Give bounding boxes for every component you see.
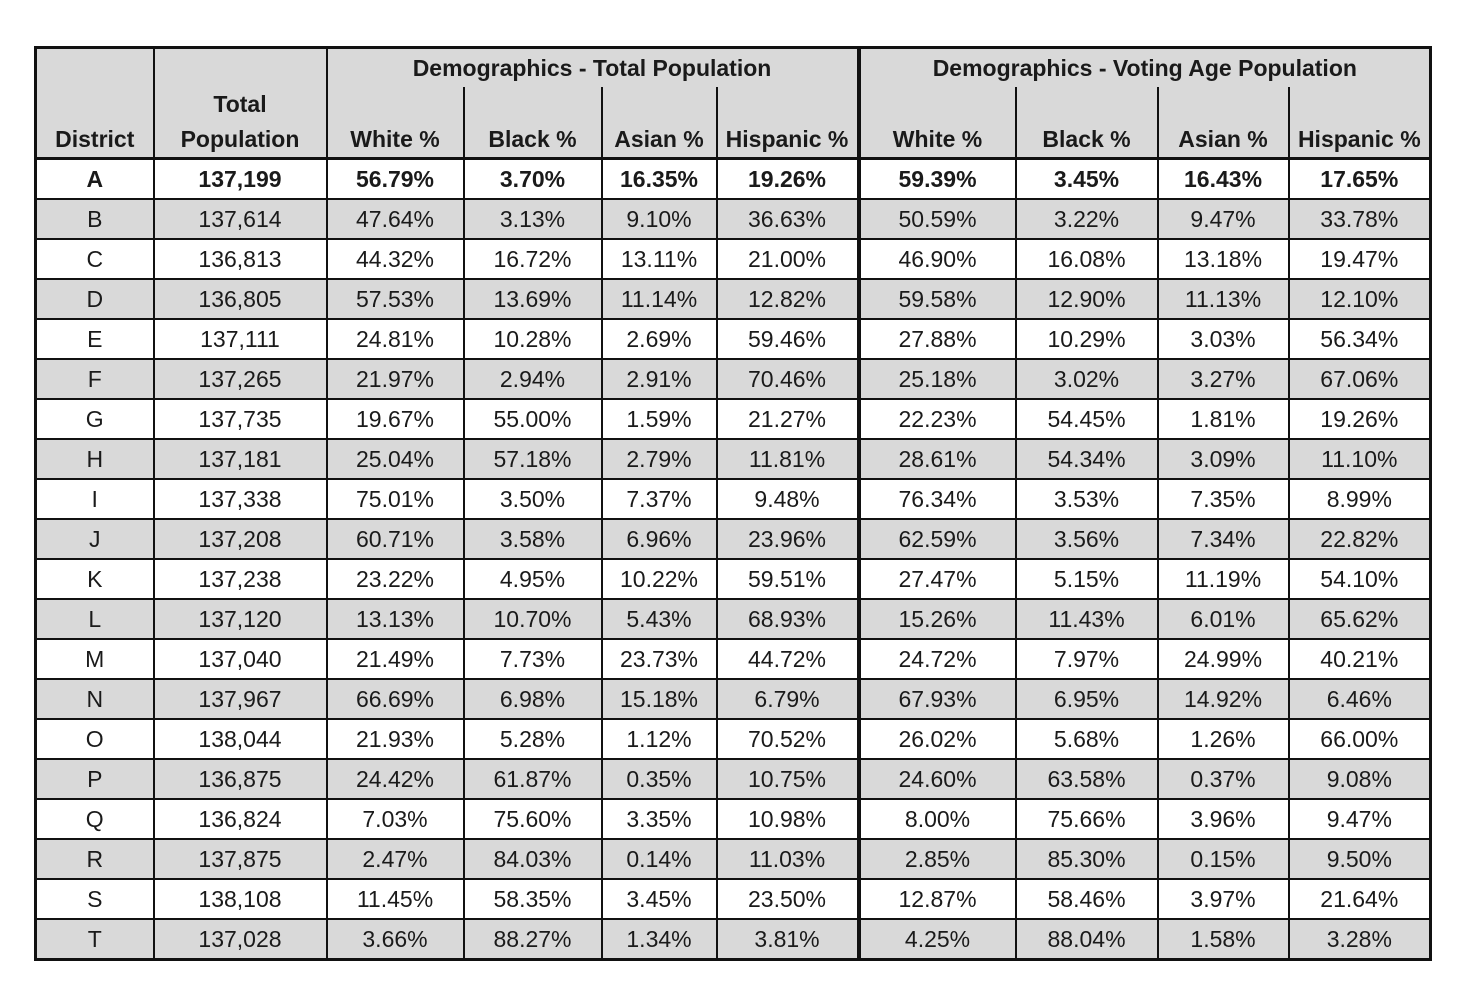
table-row <box>36 799 1431 839</box>
cell-vap-value: 21.64% <box>1289 879 1431 919</box>
cell-tp-value: 7.73% <box>464 639 602 679</box>
table-row <box>36 199 1431 239</box>
cell-tp-value: 3.58% <box>464 519 602 559</box>
cell-total-population: 136,824 <box>154 799 327 839</box>
cell-vap-value: 19.26% <box>1289 399 1431 439</box>
table-row <box>36 759 1431 799</box>
cell-tp-value: 4.95% <box>464 559 602 599</box>
cell-tp-value: 3.66% <box>327 919 464 960</box>
cell-tp-value: 21.93% <box>327 719 464 759</box>
cell-tp-value: 11.14% <box>602 279 717 319</box>
cell-vap-value: 28.61% <box>859 439 1016 479</box>
cell-district: N <box>36 679 154 719</box>
cell-vap-value: 10.29% <box>1016 319 1158 359</box>
cell-vap-value: 27.47% <box>859 559 1016 599</box>
cell-vap-value: 17.65% <box>1289 159 1431 200</box>
cell-tp-value: 23.73% <box>602 639 717 679</box>
cell-district: C <box>36 239 154 279</box>
cell-district: D <box>36 279 154 319</box>
cell-tp-value: 19.26% <box>717 159 859 200</box>
cell-district: S <box>36 879 154 919</box>
header-vap-black: Black % <box>1016 87 1158 159</box>
cell-district: B <box>36 199 154 239</box>
cell-vap-value: 8.99% <box>1289 479 1431 519</box>
cell-vap-value: 66.00% <box>1289 719 1431 759</box>
header-tp-white: White % <box>327 87 464 159</box>
header-tp-hispanic: Hispanic % <box>717 87 859 159</box>
cell-tp-value: 10.75% <box>717 759 859 799</box>
cell-tp-value: 9.10% <box>602 199 717 239</box>
cell-total-population: 138,108 <box>154 879 327 919</box>
cell-vap-value: 7.35% <box>1158 479 1289 519</box>
cell-vap-value: 3.97% <box>1158 879 1289 919</box>
cell-tp-value: 6.96% <box>602 519 717 559</box>
cell-vap-value: 9.08% <box>1289 759 1431 799</box>
cell-vap-value: 6.46% <box>1289 679 1431 719</box>
cell-tp-value: 57.18% <box>464 439 602 479</box>
cell-tp-value: 11.03% <box>717 839 859 879</box>
cell-vap-value: 7.34% <box>1158 519 1289 559</box>
cell-tp-value: 2.47% <box>327 839 464 879</box>
cell-vap-value: 1.58% <box>1158 919 1289 960</box>
cell-district: L <box>36 599 154 639</box>
cell-total-population: 137,875 <box>154 839 327 879</box>
cell-vap-value: 1.26% <box>1158 719 1289 759</box>
cell-vap-value: 1.81% <box>1158 399 1289 439</box>
cell-tp-value: 12.82% <box>717 279 859 319</box>
table-row <box>36 439 1431 479</box>
cell-vap-value: 24.99% <box>1158 639 1289 679</box>
cell-tp-value: 5.28% <box>464 719 602 759</box>
cell-vap-value: 76.34% <box>859 479 1016 519</box>
cell-total-population: 137,120 <box>154 599 327 639</box>
cell-total-population: 136,813 <box>154 239 327 279</box>
table-row <box>36 679 1431 719</box>
cell-tp-value: 44.72% <box>717 639 859 679</box>
cell-tp-value: 23.50% <box>717 879 859 919</box>
cell-vap-value: 6.01% <box>1158 599 1289 639</box>
cell-tp-value: 0.35% <box>602 759 717 799</box>
cell-total-population: 137,265 <box>154 359 327 399</box>
cell-tp-value: 13.69% <box>464 279 602 319</box>
table-body <box>36 159 1431 960</box>
cell-tp-value: 44.32% <box>327 239 464 279</box>
cell-vap-value: 63.58% <box>1016 759 1158 799</box>
cell-vap-value: 3.45% <box>1016 159 1158 200</box>
table-row <box>36 919 1431 960</box>
cell-tp-value: 11.45% <box>327 879 464 919</box>
cell-district: A <box>36 159 154 200</box>
cell-vap-value: 62.59% <box>859 519 1016 559</box>
cell-tp-value: 13.11% <box>602 239 717 279</box>
cell-tp-value: 24.42% <box>327 759 464 799</box>
cell-tp-value: 23.22% <box>327 559 464 599</box>
cell-total-population: 138,044 <box>154 719 327 759</box>
cell-tp-value: 2.94% <box>464 359 602 399</box>
cell-tp-value: 55.00% <box>464 399 602 439</box>
cell-tp-value: 3.81% <box>717 919 859 960</box>
cell-tp-value: 21.49% <box>327 639 464 679</box>
cell-tp-value: 1.34% <box>602 919 717 960</box>
cell-tp-value: 59.46% <box>717 319 859 359</box>
cell-tp-value: 1.59% <box>602 399 717 439</box>
table-row <box>36 359 1431 399</box>
cell-tp-value: 75.01% <box>327 479 464 519</box>
cell-vap-value: 26.02% <box>859 719 1016 759</box>
cell-vap-value: 16.43% <box>1158 159 1289 200</box>
cell-tp-value: 16.72% <box>464 239 602 279</box>
cell-vap-value: 11.13% <box>1158 279 1289 319</box>
cell-tp-value: 84.03% <box>464 839 602 879</box>
cell-tp-value: 47.64% <box>327 199 464 239</box>
cell-tp-value: 56.79% <box>327 159 464 200</box>
header-tp-black: Black % <box>464 87 602 159</box>
cell-vap-value: 3.22% <box>1016 199 1158 239</box>
cell-total-population: 137,199 <box>154 159 327 200</box>
cell-tp-value: 61.87% <box>464 759 602 799</box>
cell-vap-value: 85.30% <box>1016 839 1158 879</box>
cell-total-population: 137,040 <box>154 639 327 679</box>
cell-district: H <box>36 439 154 479</box>
cell-tp-value: 68.93% <box>717 599 859 639</box>
cell-tp-value: 70.52% <box>717 719 859 759</box>
header-district: District <box>36 48 154 159</box>
header-total-population <box>154 48 327 159</box>
cell-district: Q <box>36 799 154 839</box>
cell-tp-value: 75.60% <box>464 799 602 839</box>
cell-tp-value: 10.98% <box>717 799 859 839</box>
cell-vap-value: 59.39% <box>859 159 1016 200</box>
cell-vap-value: 12.87% <box>859 879 1016 919</box>
header-vap-asian: Asian % <box>1158 87 1289 159</box>
cell-tp-value: 58.35% <box>464 879 602 919</box>
cell-tp-value: 60.71% <box>327 519 464 559</box>
cell-total-population: 136,875 <box>154 759 327 799</box>
cell-vap-value: 6.95% <box>1016 679 1158 719</box>
cell-vap-value: 15.26% <box>859 599 1016 639</box>
cell-vap-value: 11.43% <box>1016 599 1158 639</box>
cell-district: R <box>36 839 154 879</box>
cell-vap-value: 2.85% <box>859 839 1016 879</box>
cell-tp-value: 36.63% <box>717 199 859 239</box>
table-row <box>36 559 1431 599</box>
cell-tp-value: 6.79% <box>717 679 859 719</box>
table-header <box>36 48 1431 159</box>
header-tp-asian: Asian % <box>602 87 717 159</box>
cell-vap-value: 5.68% <box>1016 719 1158 759</box>
cell-vap-value: 11.10% <box>1289 439 1431 479</box>
cell-vap-value: 88.04% <box>1016 919 1158 960</box>
cell-total-population: 137,967 <box>154 679 327 719</box>
cell-vap-value: 5.15% <box>1016 559 1158 599</box>
header-group-total-population: Demographics - Total Population <box>327 48 859 88</box>
cell-tp-value: 10.70% <box>464 599 602 639</box>
cell-tp-value: 7.37% <box>602 479 717 519</box>
table-row <box>36 719 1431 759</box>
cell-total-population: 137,735 <box>154 399 327 439</box>
cell-vap-value: 3.56% <box>1016 519 1158 559</box>
cell-vap-value: 25.18% <box>859 359 1016 399</box>
cell-vap-value: 3.53% <box>1016 479 1158 519</box>
cell-district: K <box>36 559 154 599</box>
cell-tp-value: 21.27% <box>717 399 859 439</box>
cell-tp-value: 7.03% <box>327 799 464 839</box>
cell-total-population: 137,238 <box>154 559 327 599</box>
cell-tp-value: 3.50% <box>464 479 602 519</box>
cell-vap-value: 7.97% <box>1016 639 1158 679</box>
cell-vap-value: 12.10% <box>1289 279 1431 319</box>
table-row <box>36 599 1431 639</box>
cell-vap-value: 54.10% <box>1289 559 1431 599</box>
header-vap-hispanic: Hispanic % <box>1289 87 1431 159</box>
table-row <box>36 519 1431 559</box>
cell-vap-value: 9.50% <box>1289 839 1431 879</box>
cell-vap-value: 54.34% <box>1016 439 1158 479</box>
cell-tp-value: 88.27% <box>464 919 602 960</box>
cell-vap-value: 24.72% <box>859 639 1016 679</box>
cell-district: F <box>36 359 154 399</box>
table-row <box>36 839 1431 879</box>
cell-total-population: 137,208 <box>154 519 327 559</box>
cell-vap-value: 0.37% <box>1158 759 1289 799</box>
cell-tp-value: 3.70% <box>464 159 602 200</box>
cell-district: I <box>36 479 154 519</box>
header-vap-white: White % <box>859 87 1016 159</box>
cell-vap-value: 56.34% <box>1289 319 1431 359</box>
cell-vap-value: 8.00% <box>859 799 1016 839</box>
cell-tp-value: 25.04% <box>327 439 464 479</box>
table-row <box>36 279 1431 319</box>
cell-tp-value: 3.35% <box>602 799 717 839</box>
cell-vap-value: 4.25% <box>859 919 1016 960</box>
header-total-line1: Total <box>213 91 267 117</box>
cell-vap-value: 46.90% <box>859 239 1016 279</box>
cell-vap-value: 3.09% <box>1158 439 1289 479</box>
cell-vap-value: 33.78% <box>1289 199 1431 239</box>
cell-tp-value: 1.12% <box>602 719 717 759</box>
cell-vap-value: 9.47% <box>1289 799 1431 839</box>
cell-tp-value: 3.13% <box>464 199 602 239</box>
cell-district: P <box>36 759 154 799</box>
cell-total-population: 137,028 <box>154 919 327 960</box>
cell-tp-value: 21.00% <box>717 239 859 279</box>
cell-vap-value: 14.92% <box>1158 679 1289 719</box>
demographics-table <box>34 46 1432 961</box>
cell-vap-value: 0.15% <box>1158 839 1289 879</box>
cell-tp-value: 15.18% <box>602 679 717 719</box>
cell-vap-value: 19.47% <box>1289 239 1431 279</box>
cell-tp-value: 5.43% <box>602 599 717 639</box>
cell-tp-value: 9.48% <box>717 479 859 519</box>
cell-district: E <box>36 319 154 359</box>
table-row <box>36 639 1431 679</box>
cell-tp-value: 0.14% <box>602 839 717 879</box>
cell-tp-value: 2.91% <box>602 359 717 399</box>
cell-tp-value: 19.67% <box>327 399 464 439</box>
header-total-line2: Population <box>180 126 300 152</box>
cell-vap-value: 3.28% <box>1289 919 1431 960</box>
cell-vap-value: 12.90% <box>1016 279 1158 319</box>
cell-tp-value: 13.13% <box>327 599 464 639</box>
cell-total-population: 137,614 <box>154 199 327 239</box>
cell-total-population: 137,181 <box>154 439 327 479</box>
cell-vap-value: 50.59% <box>859 199 1016 239</box>
cell-vap-value: 22.23% <box>859 399 1016 439</box>
cell-tp-value: 23.96% <box>717 519 859 559</box>
cell-district: G <box>36 399 154 439</box>
cell-vap-value: 22.82% <box>1289 519 1431 559</box>
cell-tp-value: 21.97% <box>327 359 464 399</box>
cell-tp-value: 10.28% <box>464 319 602 359</box>
cell-vap-value: 16.08% <box>1016 239 1158 279</box>
header-group-voting-age-population: Demographics - Voting Age Population <box>859 48 1431 88</box>
cell-tp-value: 2.79% <box>602 439 717 479</box>
cell-vap-value: 11.19% <box>1158 559 1289 599</box>
cell-vap-value: 75.66% <box>1016 799 1158 839</box>
cell-tp-value: 2.69% <box>602 319 717 359</box>
cell-district: O <box>36 719 154 759</box>
cell-vap-value: 3.02% <box>1016 359 1158 399</box>
cell-tp-value: 57.53% <box>327 279 464 319</box>
cell-vap-value: 40.21% <box>1289 639 1431 679</box>
table-row <box>36 159 1431 200</box>
cell-tp-value: 70.46% <box>717 359 859 399</box>
cell-tp-value: 10.22% <box>602 559 717 599</box>
cell-tp-value: 6.98% <box>464 679 602 719</box>
cell-district: M <box>36 639 154 679</box>
cell-vap-value: 3.96% <box>1158 799 1289 839</box>
cell-vap-value: 67.93% <box>859 679 1016 719</box>
cell-district: J <box>36 519 154 559</box>
cell-total-population: 137,338 <box>154 479 327 519</box>
cell-tp-value: 16.35% <box>602 159 717 200</box>
cell-vap-value: 67.06% <box>1289 359 1431 399</box>
cell-district: T <box>36 919 154 960</box>
cell-total-population: 137,111 <box>154 319 327 359</box>
cell-vap-value: 58.46% <box>1016 879 1158 919</box>
table-row <box>36 879 1431 919</box>
table-row <box>36 319 1431 359</box>
cell-tp-value: 3.45% <box>602 879 717 919</box>
cell-tp-value: 11.81% <box>717 439 859 479</box>
cell-vap-value: 54.45% <box>1016 399 1158 439</box>
cell-vap-value: 24.60% <box>859 759 1016 799</box>
cell-vap-value: 59.58% <box>859 279 1016 319</box>
cell-vap-value: 65.62% <box>1289 599 1431 639</box>
cell-tp-value: 59.51% <box>717 559 859 599</box>
cell-tp-value: 66.69% <box>327 679 464 719</box>
cell-vap-value: 3.03% <box>1158 319 1289 359</box>
cell-tp-value: 24.81% <box>327 319 464 359</box>
cell-vap-value: 13.18% <box>1158 239 1289 279</box>
cell-vap-value: 9.47% <box>1158 199 1289 239</box>
cell-vap-value: 27.88% <box>859 319 1016 359</box>
cell-total-population: 136,805 <box>154 279 327 319</box>
cell-vap-value: 3.27% <box>1158 359 1289 399</box>
table-row <box>36 239 1431 279</box>
table-row <box>36 479 1431 519</box>
table-row <box>36 399 1431 439</box>
